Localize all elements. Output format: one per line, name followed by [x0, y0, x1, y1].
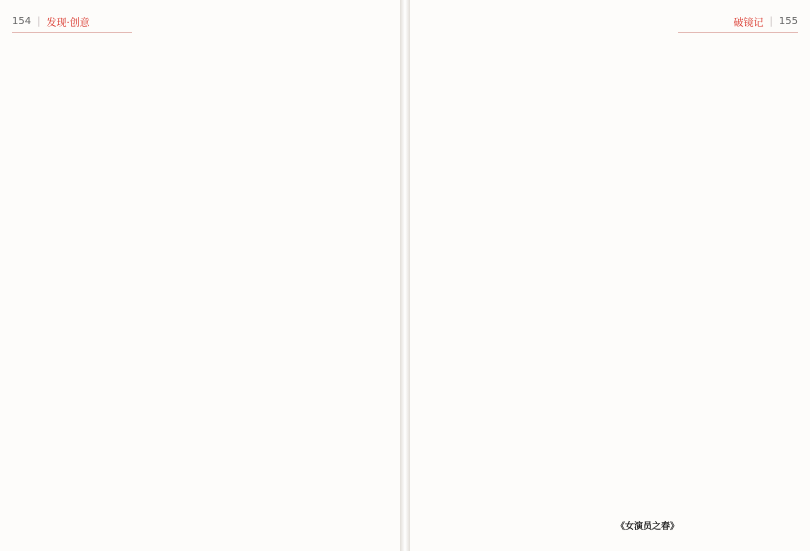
- left-column-2: [206, 42, 388, 537]
- right-header-rule: [678, 32, 798, 33]
- right-column-name: 破镜记: [733, 17, 764, 29]
- left-column-name: 发现·创意: [46, 17, 90, 29]
- right-page: [409, 0, 810, 551]
- right-column-1: [422, 42, 604, 537]
- header-separator: |: [37, 15, 41, 27]
- left-column-1: [12, 42, 194, 537]
- right-column-2: [616, 42, 798, 537]
- right-columns: [422, 42, 798, 537]
- right-page-header: [734, 14, 798, 28]
- left-page-number: 154: [12, 15, 32, 27]
- left-page: [0, 0, 401, 551]
- title-line: [616, 521, 798, 533]
- left-page-header: [12, 14, 90, 28]
- left-columns: [12, 42, 388, 537]
- title-label: 《女演员之春》: [616, 522, 680, 532]
- left-header-rule: [12, 32, 132, 33]
- right-page-number: 155: [778, 15, 798, 27]
- header-separator: |: [769, 15, 773, 27]
- gutter: [401, 0, 409, 551]
